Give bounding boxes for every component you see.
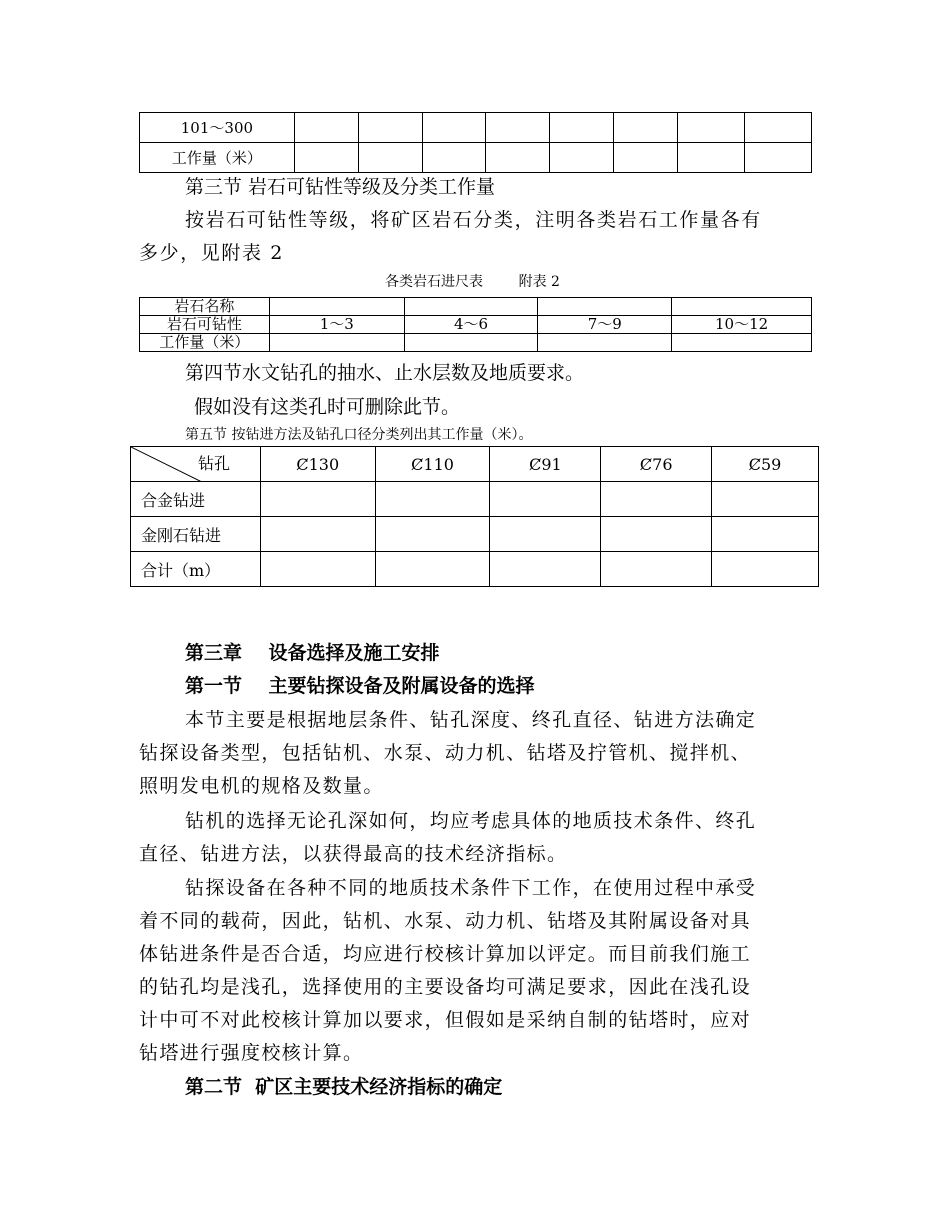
drilling-method-table [130,446,819,587]
row-label: 工作量（米） [140,143,295,173]
table-row [131,552,819,587]
table-row [140,316,812,334]
diameter-header: Ȼ110 [375,447,490,482]
diameter-header: Ȼ130 [260,447,375,482]
row-label: 岩石可钻性 [140,316,270,334]
section-title: 第二节 矿区主要技术经济指标的确定 [185,1076,503,1098]
paragraph-line: 照明发电机的规格及数量。 [139,775,384,797]
method-label: 合计（m） [131,552,261,587]
paragraph-line: 计中可不对此校核计算加以要求，但假如是采纳自制的钻塔时，应对 [139,1009,752,1031]
workload-depth-table [139,112,812,173]
diameter-header: Ȼ59 [712,447,819,482]
table-row [140,334,812,352]
paragraph-line: 钻探设备类型，包括钻机、水泵、动力机、钻塔及拧管机、搅拌机、 [139,742,752,764]
table-row [131,447,819,482]
table2-caption: 各类岩石进尺表 附表 2 [385,274,560,290]
paragraph-line: 着不同的载荷，因此，钻机、水泵、动力机、钻塔及其附属设备对具 [139,910,752,932]
diameter-header: Ȼ76 [601,447,712,482]
table-row [140,143,812,173]
paragraph-line: 体钻进条件是否合适，均应进行校核计算加以评定。而目前我们施工 [139,943,752,965]
section-title: 第一节 主要钻探设备及附属设备的选择 [185,675,535,697]
row-label: 岩石名称 [140,298,270,316]
corner-label-diameter [141,478,173,482]
drillability-cell: 7～9 [538,316,672,334]
paragraph-line: 钻塔进行强度校核计算。 [139,1042,364,1064]
drillability-cell: 4～6 [404,316,538,334]
table-row [131,517,819,552]
drillability-cell: 10～12 [672,316,812,334]
table-row [140,298,812,316]
section4-heading: 第四节水文钻孔的抽水、止水层数及地质要求。 [185,362,585,384]
corner-label-hole: 钻孔 [198,454,231,473]
diagonal-header-cell [131,447,261,482]
chapter-title: 第三章 设备选择及施工安排 [185,642,440,664]
rock-drillability-table [139,297,812,352]
table-row [131,482,819,517]
section3-paragraph-line: 按岩石可钻性等级，将矿区岩石分类，注明各类岩石工作量各有 [185,209,762,231]
paragraph-line: 直径、钻进方法，以获得最高的技术经济指标。 [139,843,568,865]
diameter-header: Ȼ91 [490,447,601,482]
section3-heading: 第三节 岩石可钻性等级及分类工作量 [185,176,496,198]
method-label: 合金钻进 [131,482,261,517]
drillability-cell: 1～3 [269,316,404,334]
table-row [140,113,812,143]
section5-heading: 第五节 按钻进方法及钻孔口径分类列出其工作量（米）。 [185,427,533,443]
paragraph-line: 本节主要是根据地层条件、钻孔深度、终孔直径、钻进方法确定 [185,709,757,731]
row-label: 101～300 [140,113,295,143]
paragraph-line: 的钻孔均是浅孔，选择使用的主要设备均可满足要求，因此在浅孔设 [139,976,752,998]
row-label: 工作量（米） [140,334,270,352]
paragraph-line: 钻探设备在各种不同的地质技术条件下工作，在使用过程中承受 [185,877,757,899]
section4-note: 假如没有这类孔时可删除此节。 [194,396,461,418]
diagonal-line [131,447,260,482]
section3-paragraph-line: 多少，见附表 2 [139,242,284,264]
paragraph-line: 钻机的选择无论孔深如何，均应考虑具体的地质技术条件、终孔 [185,810,757,832]
method-label: 金刚石钻进 [131,517,261,552]
